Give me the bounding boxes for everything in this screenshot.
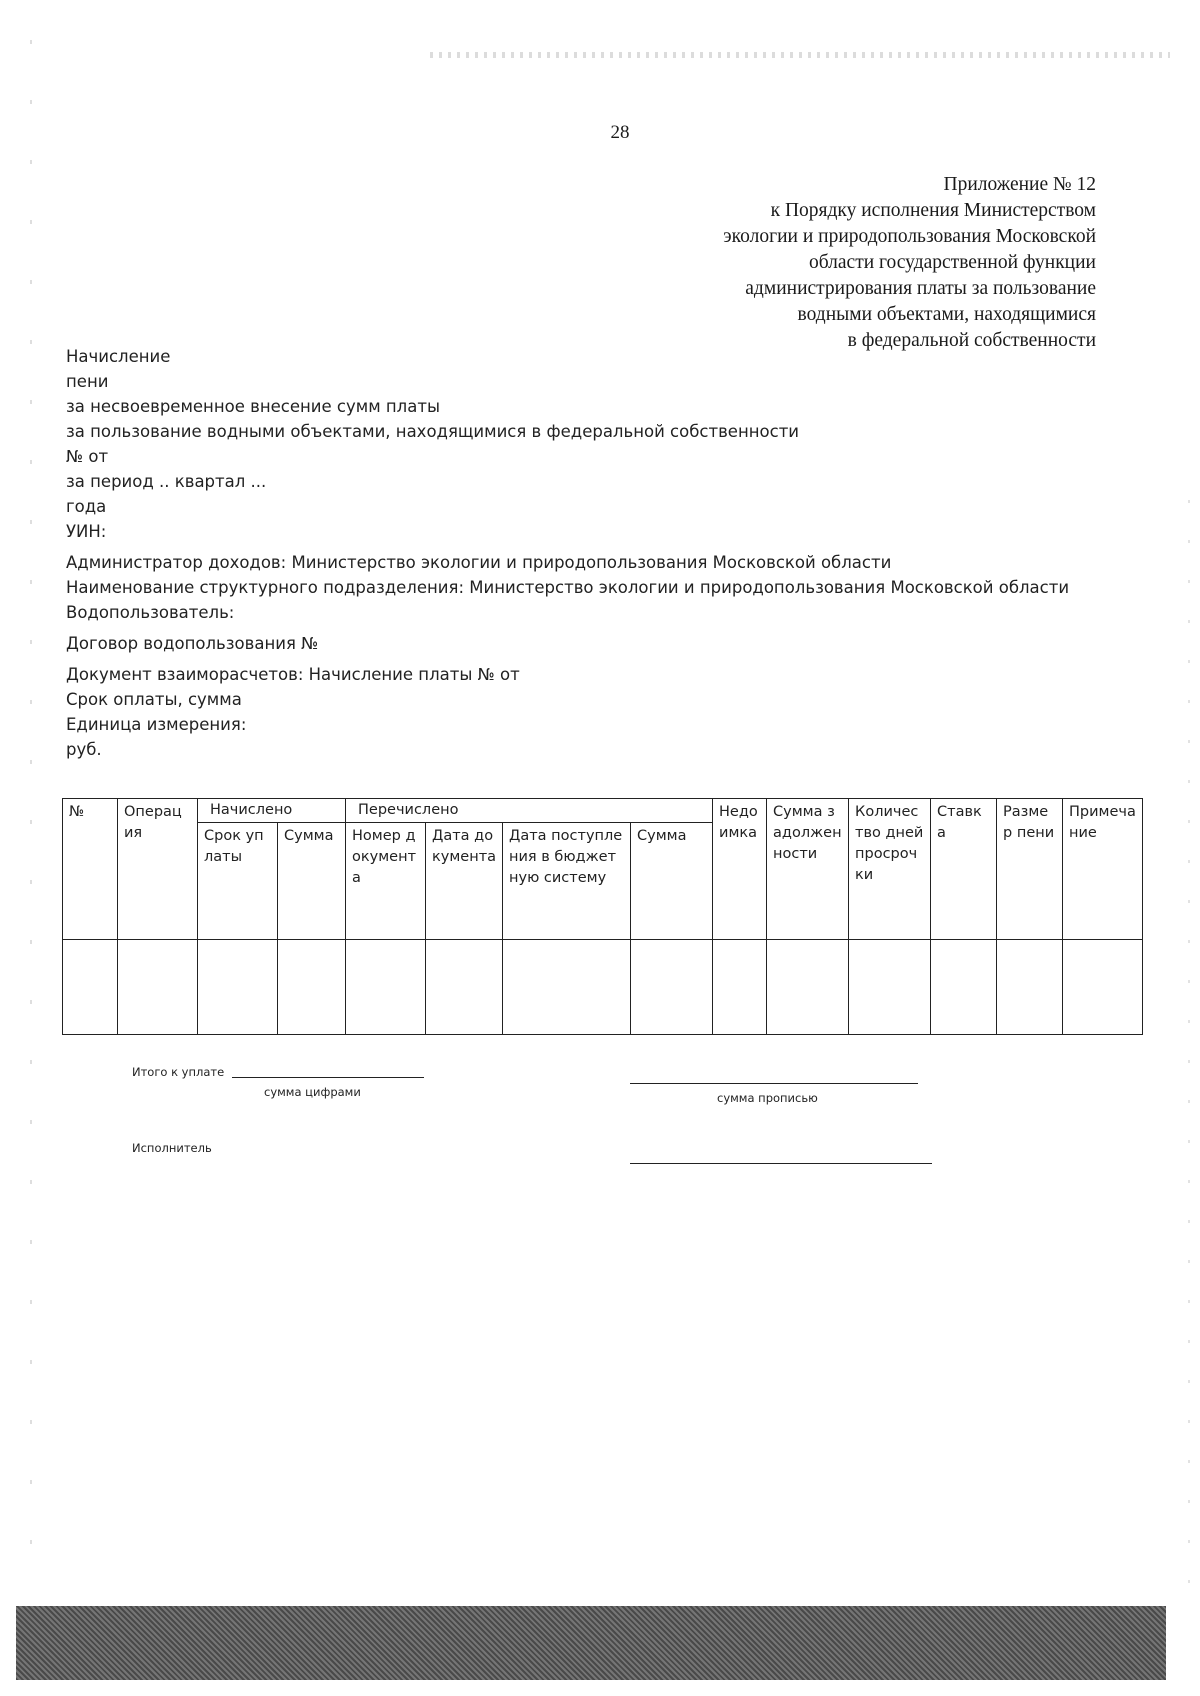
info-line: Наименование структурного подразделения: Министерство экологии и природопользования Московской области xyxy=(66,578,1070,597)
col-header-doc-date: Дата документа xyxy=(426,823,503,940)
col-header-operation: Операция xyxy=(118,799,198,940)
col-header-no: № xyxy=(63,799,118,940)
col-header-charged-sum: Сумма xyxy=(278,823,346,940)
col-header-transferred-sum: Сумма xyxy=(631,823,713,940)
info-line: УИН: xyxy=(66,522,107,541)
info-line: Договор водопользования № xyxy=(66,634,319,653)
penalty-table xyxy=(62,798,1143,1035)
executor-label: Исполнитель xyxy=(132,1141,212,1155)
table-cell xyxy=(63,940,118,1035)
table-cell xyxy=(426,940,503,1035)
appendix-line: администрирования платы за пользование xyxy=(745,278,1096,299)
col-header-doc-number: Номер документа xyxy=(346,823,426,940)
form-header-info xyxy=(66,344,1069,762)
table-cell xyxy=(631,940,713,1035)
col-header-receipt-date: Дата поступления в бюджетную систему xyxy=(503,823,631,940)
total-words-line xyxy=(630,1083,918,1084)
scan-artifact xyxy=(1188,500,1190,1600)
executor-signature-line xyxy=(630,1163,932,1164)
total-label: Итого к уплате xyxy=(132,1065,225,1079)
scan-artifact xyxy=(30,40,32,1580)
appendix-line: в федеральной собственности xyxy=(847,330,1096,351)
table-cell xyxy=(1063,940,1143,1035)
sum-words-caption: сумма прописью xyxy=(717,1091,818,1105)
info-line: Срок оплаты, сумма xyxy=(66,690,242,709)
appendix-line: экологии и природопользования Московской xyxy=(723,226,1096,247)
table-cell xyxy=(118,940,198,1035)
info-line: за несвоевременное внесение сумм платы xyxy=(66,397,440,416)
table-cell xyxy=(713,940,767,1035)
table-row xyxy=(63,940,1143,1035)
table-cell xyxy=(503,940,631,1035)
table-cell xyxy=(931,940,997,1035)
table-cell xyxy=(278,940,346,1035)
col-header-note: Примечание xyxy=(1063,799,1143,940)
col-header-arrears: Недоимка xyxy=(713,799,767,940)
group-header-transferred: Перечислено xyxy=(346,799,713,823)
info-line: № от xyxy=(66,447,109,466)
appendix-line: к Порядку исполнения Министерством xyxy=(770,200,1096,221)
appendix-heading xyxy=(536,172,1096,354)
info-line: за пользование водными объектами, находящимися в федеральной собственности xyxy=(66,422,800,441)
total-digits-line xyxy=(232,1077,424,1078)
info-line: года xyxy=(66,497,107,516)
sum-digits-caption: сумма цифрами xyxy=(264,1085,361,1099)
info-line: за период .. квартал ... xyxy=(66,472,267,491)
appendix-line: водными объектами, находящимися xyxy=(797,304,1096,325)
info-line: Документ взаиморасчетов: Начисление платы № от xyxy=(66,665,520,684)
info-line: руб. xyxy=(66,740,102,759)
info-line: Водопользователь: xyxy=(66,603,235,622)
table-cell xyxy=(997,940,1063,1035)
info-line: пени xyxy=(66,372,109,391)
info-line: Единица измерения: xyxy=(66,715,247,734)
table-cell xyxy=(346,940,426,1035)
col-header-overdue-days: Количество дней просрочки xyxy=(849,799,931,940)
appendix-line: области государственной функции xyxy=(808,252,1096,273)
col-header-debt-sum: Сумма задолженности xyxy=(767,799,849,940)
table-cell xyxy=(767,940,849,1035)
appendix-line: Приложение № 12 xyxy=(943,174,1096,195)
table-cell xyxy=(849,940,931,1035)
col-header-rate: Ставка xyxy=(931,799,997,940)
scan-dark-band xyxy=(16,1606,1166,1680)
scan-artifact xyxy=(430,52,1170,58)
info-line: Начисление xyxy=(66,347,171,366)
page-number: 28 xyxy=(610,122,630,143)
group-header-charged: Начислено xyxy=(198,799,346,823)
table-cell xyxy=(198,940,278,1035)
table-header-row xyxy=(63,799,1143,823)
col-header-penalty: Размер пени xyxy=(997,799,1063,940)
info-line: Администратор доходов: Министерство экологии и природопользования Московской области xyxy=(66,553,892,572)
col-header-due-date: Срок уплаты xyxy=(198,823,278,940)
